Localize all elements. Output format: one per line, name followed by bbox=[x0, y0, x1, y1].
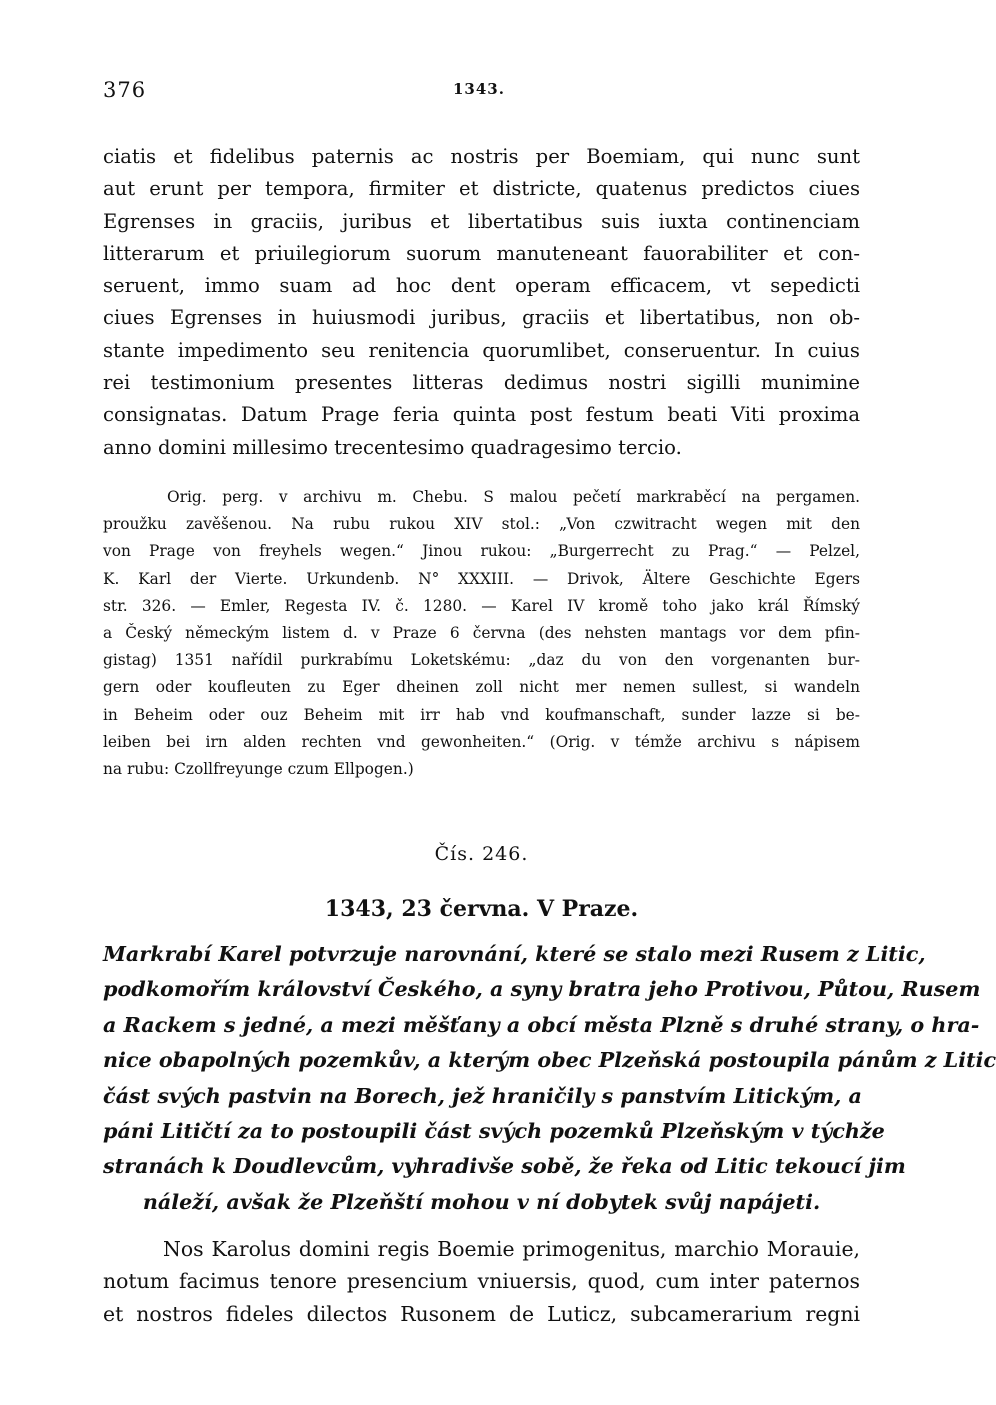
document-date-place: 1343, 23 června. V Praze. bbox=[324, 896, 639, 922]
regest-line: a Rackem s jedné, a mezi měšťany a obcí města Plzně s druhé strany, o hra- bbox=[103, 1012, 980, 1037]
text-line: ciues Egrenses in huiusmodi juribus, graciis et libertatibus, non ob- bbox=[103, 306, 860, 330]
text-line: litterarum et priuilegiorum suorum manuteneant fauorabiliter et con- bbox=[103, 241, 860, 265]
main-text-paragraph bbox=[103, 141, 860, 464]
page-header bbox=[103, 78, 859, 108]
note-line: leiben bei irn alden rechten vnd gewonheiten.“ (Orig. v témže archivu s nápisem bbox=[103, 732, 860, 751]
regest-line: nice obapolných pozemkův, a kterým obec Plzeňská postoupila pánům z Litic bbox=[103, 1048, 996, 1073]
regest-line: páni Litičtí za to postoupili část svých pozemků Plzeňským v týchže bbox=[103, 1119, 885, 1144]
text-line: aut erunt per tempora, firmiter et districte, quatenus predictos ciues bbox=[103, 177, 860, 201]
note-line: Orig. perg. v archivu m. Chebu. S malou pečetí markraběcí na pergamen. bbox=[167, 488, 860, 506]
note-line: K. Karl der Vierte. Urkundenb. N° XXXIII. — Drivok, Ältere Geschichte Egers bbox=[103, 569, 860, 588]
text-line: ciatis et fidelibus paternis ac nostris per Boemiam, qui nunc sunt bbox=[103, 145, 860, 168]
note-line: na rubu: Czollfreyunge czum Ellpogen.) bbox=[103, 760, 414, 779]
text-line: rei testimonium presentes litteras dedimus nostri sigilli munimine bbox=[103, 371, 860, 395]
note-line: proužku zavěšenou. Na rubu rukou XIV stol.: „Von czwitracht wegen mit den bbox=[103, 515, 860, 534]
note-line: in Beheim oder ouz Beheim mit irr hab vnd koufmanschaft, sunder lazze si be- bbox=[103, 705, 860, 724]
note-line: gern oder koufleuten zu Eger dheinen zoll nicht mer nemen sullest, si wandeln bbox=[103, 678, 860, 697]
charter-line: Nos Karolus domini regis Boemie primogenitus, marchio Morauie, bbox=[163, 1237, 860, 1261]
text-line: anno domini millesimo trecentesimo quadragesimo tercio. bbox=[103, 435, 682, 459]
regest-line: náleží, avšak že Plzeňští mohou v ní dobytek svůj napájeti. bbox=[142, 1189, 821, 1214]
regest-line: stranách k Doudlevcům, vyhradivše sobě, že řeka od Litic tekoucí jim bbox=[103, 1154, 906, 1179]
text-line: seruent, immo suam ad hoc dent operam efficacem, vt sepedicti bbox=[103, 274, 860, 298]
archival-note bbox=[103, 484, 860, 783]
regest-line: Markrabí Karel potvrzuje narovnání, které se stalo mezi Rusem z Litic, bbox=[103, 942, 926, 966]
running-head-year: 1343. bbox=[453, 80, 505, 98]
text-line: consignatas. Datum Prage feria quinta post festum beati Viti proxima bbox=[103, 403, 860, 427]
charter-line: notum facimus tenore presencium vniuersis, quod, cum inter paternos bbox=[103, 1269, 860, 1294]
text-line: stante impedimento seu renitencia quorumlibet, conseruentur. In cuius bbox=[103, 338, 860, 362]
note-line: a Český německým listem d. v Praze 6 června (des nehsten mantags vor dem pfin- bbox=[103, 624, 860, 643]
regest-summary bbox=[103, 937, 996, 1220]
page-number: 376 bbox=[103, 78, 147, 102]
note-line: gistag) 1351 nařídil purkrabímu Loketskému: „daz du von den vorgenanten bur- bbox=[103, 651, 860, 670]
regest-line: část svých pastvin na Borech, jež hraničily s panstvím Litickým, a bbox=[103, 1083, 862, 1108]
charter-line: et nostros fideles dilectos Rusonem de Luticz, subcamerarium regni bbox=[103, 1301, 860, 1326]
document-number: Čís. 246. bbox=[434, 843, 529, 865]
charter-text-start bbox=[103, 1233, 860, 1330]
note-line: str. 326. — Emler, Regesta IV. č. 1280. — Karel IV kromě toho jako král Římský bbox=[103, 596, 860, 615]
text-line: Egrenses in graciis, juribus et libertatibus suis iuxta continenciam bbox=[103, 209, 860, 233]
regest-line: podkomořím království Českého, a syny bratra jeho Protivou, Půtou, Rusem bbox=[103, 977, 981, 1002]
note-line: von Prage von freyhels wegen.“ Jinou rukou: „Burgerrecht zu Prag.“ — Pelzel, bbox=[103, 542, 860, 561]
